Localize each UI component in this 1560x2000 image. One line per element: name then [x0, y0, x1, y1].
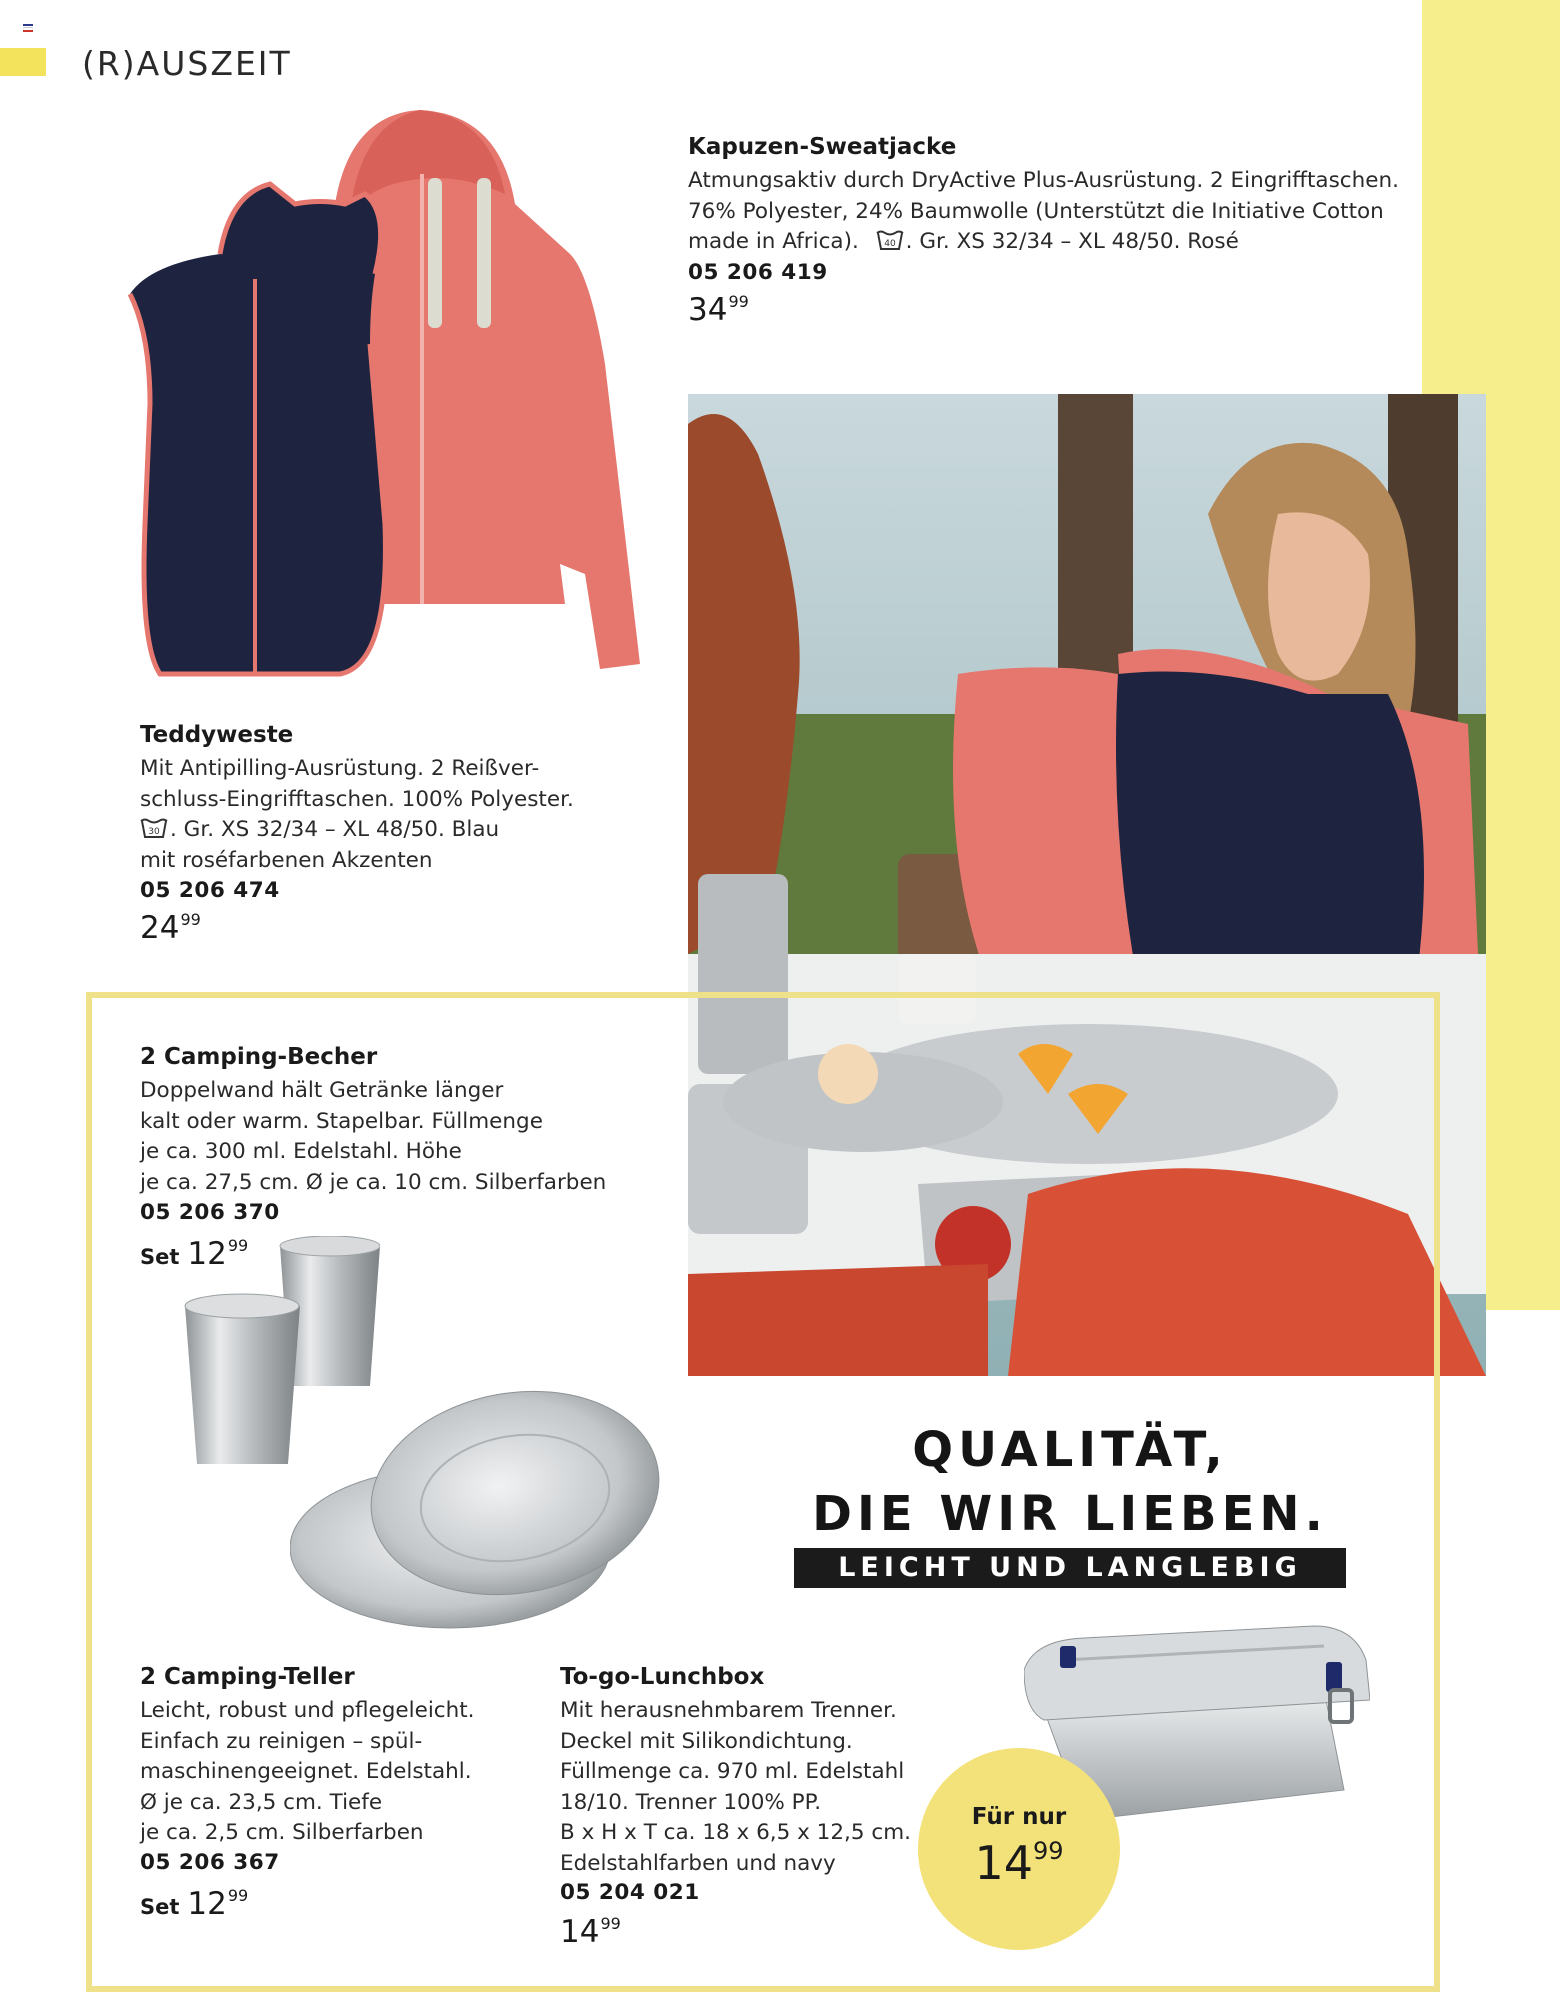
svg-text:40: 40	[883, 239, 896, 249]
section-title: (R)AUSZEIT	[82, 44, 292, 83]
sweatjacke-article-number: 05 206 419	[688, 260, 828, 285]
teddyweste-description: Mit Antipilling-Ausrüstung. 2 Reißver- schluss-Eingrifftaschen. 100% Polyester. 30 . Gr. XS 32/34 – XL 48/50. Blau mit roséfarbenen Akzenten	[140, 756, 574, 873]
price-badge	[918, 1748, 1120, 1950]
flag-icon	[23, 24, 33, 32]
price-badge-price: $14^{99}$	[974, 1836, 1064, 1890]
teller-description: Leicht, robust und pflegeleicht. Einfach zu reinigen – spül- maschinengeeignet. Edelstahl. Ø je ca. 23,5 cm. Tiefe je ca. 2,5 cm. Silberfarben	[140, 1698, 475, 1845]
becher-description: Doppelwand hält Getränke länger kalt oder warm. Stapelbar. Füllmenge je ca. 300 ml. Edelstahl. Höhe je ca. 27,5 cm. Ø je ca. 10 cm. Silberfarben	[140, 1078, 607, 1195]
teller-article-number: 05 206 367	[140, 1850, 280, 1875]
promo-banner: LEICHT UND LANGLEBIG	[794, 1548, 1346, 1588]
sweatjacke-description: Atmungsaktiv durch DryActive Plus-Ausrüstung. 2 Eingrifftaschen. 76% Polyester, 24% Baumwolle (Unterstützt die Initiative Cotton made in Africa). 40 . Gr. XS 32/34 – XL 48/50. Rosé	[688, 168, 1399, 254]
becher-price: Set $12^{99}$	[140, 1236, 249, 1272]
teller-title: 2 Camping-Teller	[140, 1664, 355, 1690]
sweatjacke-price: $34^{99}$	[688, 292, 749, 328]
lunchbox-title: To-go-Lunchbox	[560, 1664, 765, 1690]
section-tab-marker	[0, 48, 46, 76]
camping-plates-image	[290, 1388, 670, 1638]
becher-title: 2 Camping-Becher	[140, 1044, 378, 1070]
wash-30-icon	[140, 817, 168, 839]
wash-40-icon	[876, 229, 904, 251]
lunchbox-description: Mit herausnehmbarem Trenner. Deckel mit Silikondichtung. Füllmenge ca. 970 ml. Edelstahl 18/10. Trenner 100% PP. B x H x T ca. 18 x 6,5 x 12,5 cm. Edelstahlfarben und navy	[560, 1698, 911, 1876]
svg-text:30: 30	[148, 827, 160, 837]
vest-and-jacket-image	[120, 104, 650, 684]
sweatjacke-title: Kapuzen-Sweatjacke	[688, 134, 957, 160]
teddyweste-article-number: 05 206 474	[140, 878, 280, 903]
lunchbox-price: $14^{99}$	[560, 1914, 621, 1950]
teddyweste-price: $24^{99}$	[140, 910, 201, 946]
promo-headline: QUALITÄT, DIE WIR LIEBEN.	[812, 1422, 1328, 1542]
teddyweste-title: Teddyweste	[140, 722, 294, 748]
lunchbox-article-number: 05 204 021	[560, 1880, 700, 1905]
teller-price: Set $12^{99}$	[140, 1886, 249, 1922]
price-badge-label: Für nur	[971, 1804, 1067, 1830]
becher-article-number: 05 206 370	[140, 1200, 280, 1225]
